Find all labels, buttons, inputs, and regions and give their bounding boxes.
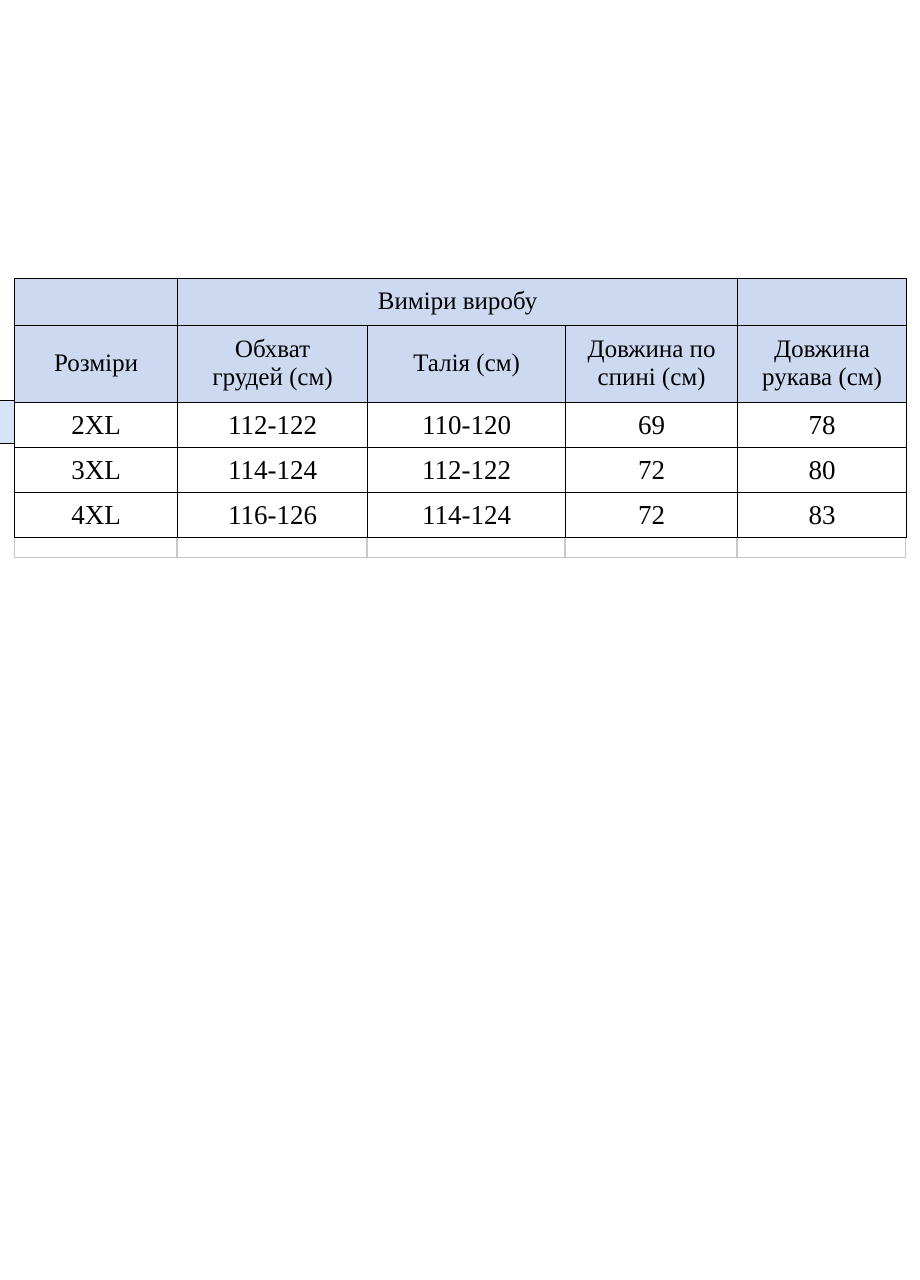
cell-chest: 116-126 bbox=[178, 493, 368, 538]
stub-cell bbox=[565, 538, 737, 558]
cell-size: 3XL bbox=[15, 448, 178, 493]
banner-empty-right bbox=[738, 279, 907, 326]
stub-cell bbox=[367, 538, 565, 558]
table-banner-row bbox=[15, 279, 907, 326]
cell-sleeve-length: 78 bbox=[738, 403, 907, 448]
size-chart-table bbox=[14, 278, 907, 538]
stub-cell bbox=[177, 538, 367, 558]
table-row bbox=[15, 493, 907, 538]
header-back-length bbox=[566, 326, 738, 403]
header-waist: Талія (см) bbox=[368, 326, 566, 403]
header-chest-line1: Обхват bbox=[234, 336, 311, 363]
size-chart-sheet bbox=[14, 278, 906, 558]
stub-cell bbox=[737, 538, 906, 558]
banner-empty-left bbox=[15, 279, 178, 326]
cell-sleeve-length: 80 bbox=[738, 448, 907, 493]
cell-waist: 112-122 bbox=[368, 448, 566, 493]
header-sizes: Розміри bbox=[15, 326, 178, 403]
cell-sleeve-length: 83 bbox=[738, 493, 907, 538]
header-chest-line2: грудей (см) bbox=[212, 364, 333, 391]
table-row bbox=[15, 403, 907, 448]
cell-back-length: 69 bbox=[566, 403, 738, 448]
stub-cell bbox=[14, 538, 177, 558]
table-row bbox=[15, 448, 907, 493]
cell-chest: 114-124 bbox=[178, 448, 368, 493]
header-back-length-line1: Довжина по bbox=[587, 336, 716, 363]
cell-back-length: 72 bbox=[566, 493, 738, 538]
cell-waist: 114-124 bbox=[368, 493, 566, 538]
table-bottom-stub-row bbox=[14, 538, 906, 558]
cell-chest: 112-122 bbox=[178, 403, 368, 448]
header-sleeve-length-line1: Довжина bbox=[774, 336, 870, 363]
table-header-row bbox=[15, 326, 907, 403]
header-sleeve-length-line2: рукава (см) bbox=[762, 364, 882, 391]
banner-title: Виміри виробу bbox=[178, 279, 738, 326]
header-chest bbox=[178, 326, 368, 403]
cell-size: 2XL bbox=[15, 403, 178, 448]
row-selection-marker bbox=[0, 400, 14, 444]
cell-back-length: 72 bbox=[566, 448, 738, 493]
header-sleeve-length bbox=[738, 326, 907, 403]
header-back-length-line2: спині (см) bbox=[597, 364, 706, 391]
cell-waist: 110-120 bbox=[368, 403, 566, 448]
cell-size: 4XL bbox=[15, 493, 178, 538]
